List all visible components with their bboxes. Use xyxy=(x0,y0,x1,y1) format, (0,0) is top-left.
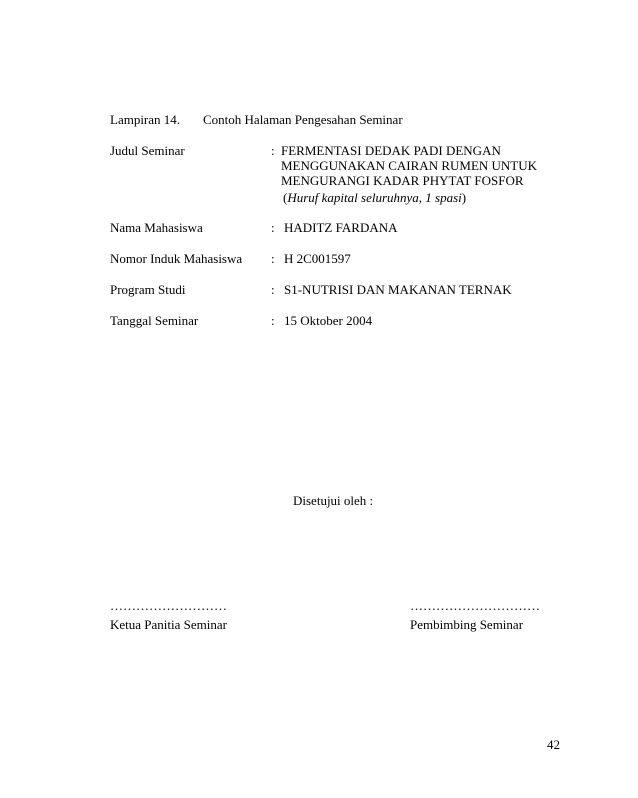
field-value-nim: H 2C001597 xyxy=(284,251,351,266)
judul-note: (Huruf kapital seluruhnya, 1 spasi) xyxy=(283,190,467,205)
field-value-tanggal: 15 Oktober 2004 xyxy=(284,313,373,328)
field-value-prodi: S1-NUTRISI DAN MAKANAN TERNAK xyxy=(284,282,512,297)
field-value-nama: HADITZ FARDANA xyxy=(284,220,398,235)
judul-line-1: FERMENTASI DEDAK PADI DENGAN xyxy=(281,143,501,158)
field-colon-nama: : xyxy=(271,220,275,235)
field-label-nama: Nama Mahasiswa xyxy=(110,220,203,235)
approval-label: Disetujui oleh : xyxy=(293,493,374,508)
field-label-tanggal: Tanggal Seminar xyxy=(110,313,199,328)
signature-role-left: Ketua Panitia Seminar xyxy=(110,617,227,632)
field-label-judul: Judul Seminar xyxy=(110,143,185,158)
appendix-number: Lampiran 14. xyxy=(110,112,181,127)
judul-line-2: MENGGUNAKAN CAIRAN RUMEN UNTUK xyxy=(281,158,538,173)
field-colon-tanggal: : xyxy=(271,313,275,328)
field-colon-prodi: : xyxy=(271,282,275,297)
field-colon-nim: : xyxy=(271,251,275,266)
field-label-nim: Nomor Induk Mahasiswa xyxy=(110,251,243,266)
judul-line-3: MENGURANGI KADAR PHYTAT FOSFOR xyxy=(281,173,524,188)
signature-line-left: ……………………… xyxy=(110,598,227,613)
signature-role-right: Pembimbing Seminar xyxy=(410,617,524,632)
signature-line-right: ………………………… xyxy=(410,598,540,613)
field-colon-judul: : xyxy=(271,143,275,158)
appendix-title: Contoh Halaman Pengesahan Seminar xyxy=(203,112,403,127)
page-number: 42 xyxy=(547,737,560,752)
field-label-prodi: Program Studi xyxy=(110,282,186,297)
